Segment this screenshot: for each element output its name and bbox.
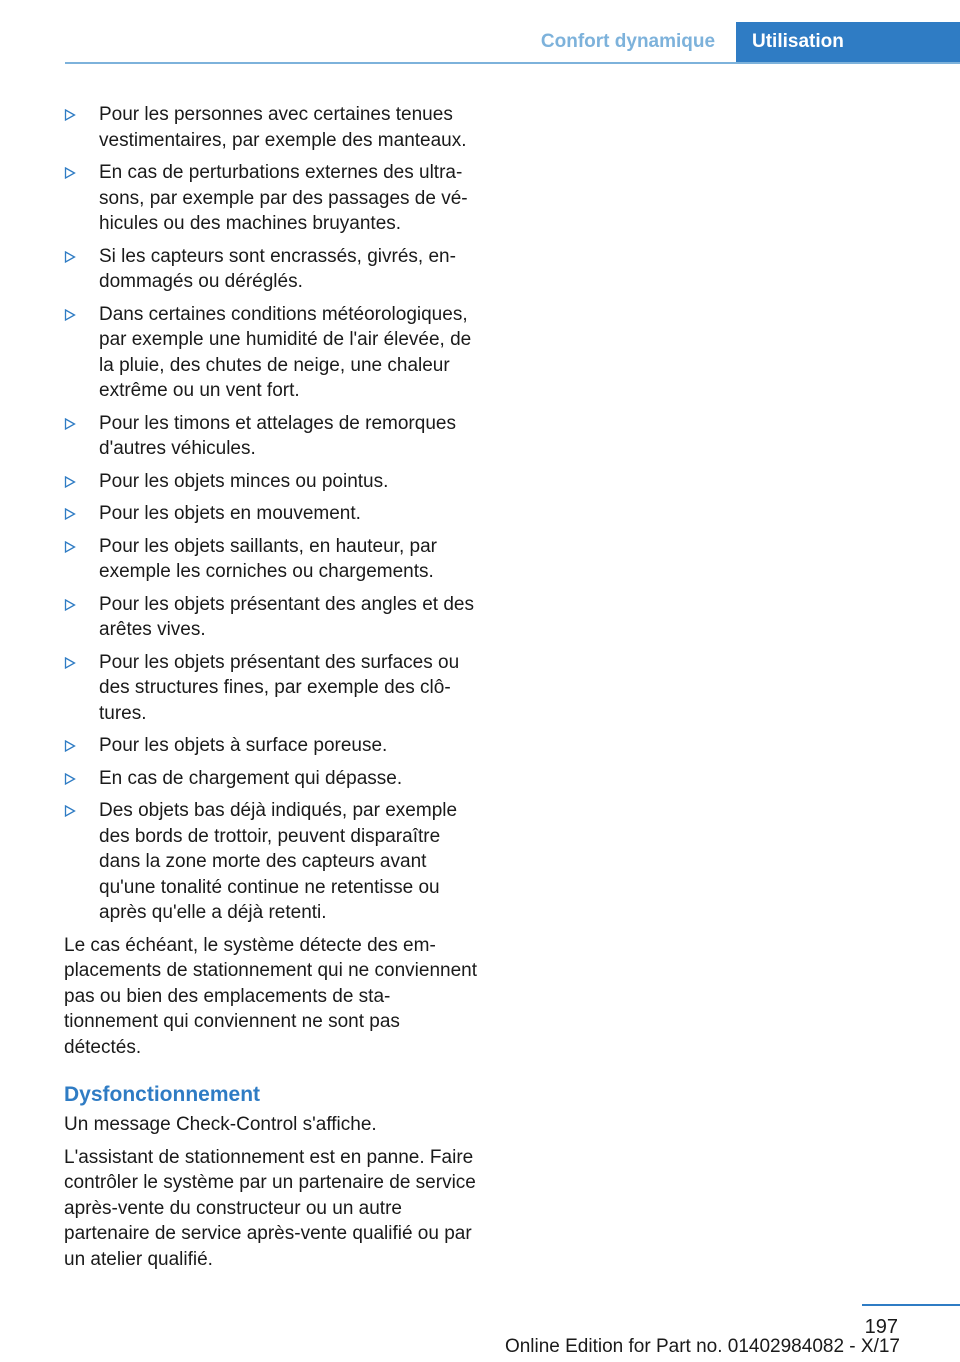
triangle-right-outline-icon bbox=[64, 805, 76, 817]
list-item-text: Des objets bas déjà indiqués, par exemple des bords de trottoir, peuvent disparaître dans la zone morte des capteurs avant qu'une tonalité continue ne retentisse ou après qu'elle a déjà retenti. bbox=[99, 800, 458, 923]
list-item-text: Dans certaines conditions météorologiques, par exemple une humidité de l'air élevée, de la pluie, des chutes de neige, une chaleur extrême ou un vent fort. bbox=[99, 303, 472, 401]
malfunction-paragraph-1: Un message Check-Control s'affiche. bbox=[64, 1114, 377, 1135]
header-chapter-tab: Utilisation bbox=[736, 22, 960, 62]
malfunction-heading: Dysfonctionnement bbox=[64, 1083, 261, 1106]
list-item bbox=[64, 534, 478, 585]
triangle-right-outline-icon bbox=[64, 541, 76, 553]
list-item-text: En cas de perturbations externes des ultrasons, par exemple par des passages de véhicules ou des machines bruyantes. bbox=[99, 162, 468, 234]
list-item-text: Si les capteurs sont encrassés, givrés, endommagés ou déréglés. bbox=[99, 245, 456, 292]
triangle-right-outline-icon bbox=[64, 109, 76, 121]
list-item bbox=[64, 592, 478, 643]
triangle-right-outline-icon bbox=[64, 740, 76, 752]
list-item-text: Pour les objets minces ou pointus. bbox=[99, 470, 389, 492]
triangle-right-outline-icon bbox=[64, 599, 76, 611]
page-number: 197 bbox=[864, 1316, 898, 1338]
page-number-rule bbox=[862, 1304, 960, 1306]
triangle-right-outline-icon bbox=[64, 418, 76, 430]
list-item-text: En cas de chargement qui dépasse. bbox=[99, 767, 403, 789]
list-item bbox=[64, 501, 478, 527]
triangle-right-outline-icon bbox=[64, 251, 76, 263]
malfunction-paragraph-2: L'assistant de stationnement est en panne. Faire contrôler le système par un partenaire de service après-vente du constructeur ou un autre partenaire de service après-vente qualifié ou par un atelier qualifié. bbox=[64, 1146, 476, 1270]
header-divider bbox=[65, 62, 960, 64]
list-item bbox=[64, 302, 478, 404]
list-item-text: Pour les objets présentant des surfaces ou des structures fines, par exemple des clôtures. bbox=[99, 651, 460, 724]
list-item-text: Pour les objets à surface poreuse. bbox=[99, 735, 388, 756]
list-item-text: Pour les timons et attelages de remorques d'autres véhicules. bbox=[99, 412, 456, 459]
triangle-right-outline-icon bbox=[64, 657, 76, 669]
list-item bbox=[64, 102, 478, 153]
list-item bbox=[64, 798, 478, 926]
triangle-right-outline-icon bbox=[64, 309, 76, 321]
limitations-list bbox=[64, 102, 478, 926]
detection-note-paragraph: Le cas échéant, le système détecte des emplacements de stationnement qui ne conviennent pas ou bien des emplacements de stationnement qui conviennent ne sont pas détectés. bbox=[64, 934, 477, 1058]
list-item bbox=[64, 469, 478, 495]
main-content bbox=[64, 102, 478, 1279]
footer-edition: Online Edition for Part no. 01402984082 - X/17 bbox=[504, 1336, 900, 1357]
list-item-text: Pour les objets en mouvement. bbox=[99, 503, 361, 524]
list-item-text: Pour les objets présentant des angles et des arêtes vives. bbox=[99, 593, 474, 640]
triangle-right-outline-icon bbox=[64, 167, 76, 179]
list-item-text: Pour les objets saillants, en hauteur, par exemple les corniches ou chargements. bbox=[99, 535, 437, 582]
list-item bbox=[64, 244, 478, 295]
list-item bbox=[64, 766, 478, 792]
list-item bbox=[64, 160, 478, 237]
header-section-title: Confort dynamique bbox=[540, 31, 716, 52]
list-item bbox=[64, 733, 478, 759]
triangle-right-outline-icon bbox=[64, 508, 76, 520]
triangle-right-outline-icon bbox=[64, 476, 76, 488]
triangle-right-outline-icon bbox=[64, 773, 76, 785]
list-item-text: Pour les personnes avec certaines tenues vestimentaires, par exemple des manteaux. bbox=[99, 104, 467, 151]
list-item bbox=[64, 650, 478, 727]
list-item bbox=[64, 411, 478, 462]
